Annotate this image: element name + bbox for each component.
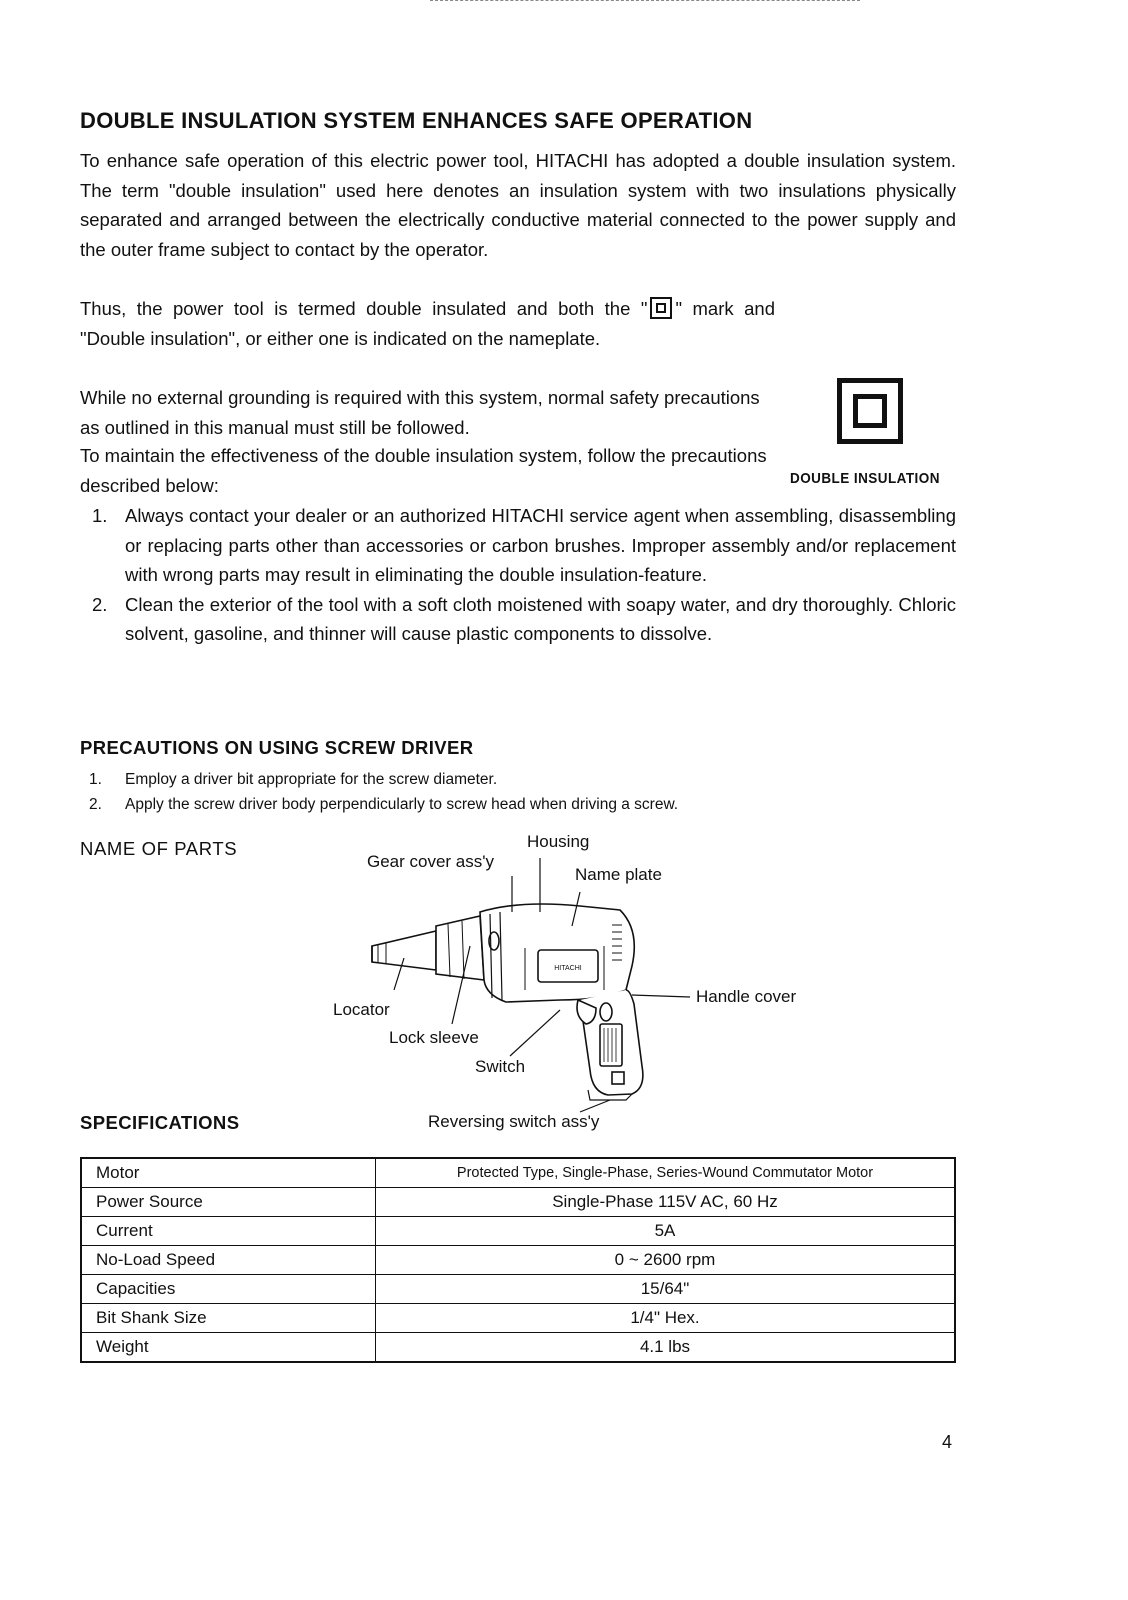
- spec-key: Current: [81, 1217, 376, 1246]
- spec-value: Protected Type, Single-Phase, Series-Wound Commutator Motor: [376, 1158, 956, 1188]
- table-row: [81, 1275, 955, 1304]
- locator-label: Locator: [333, 1000, 390, 1019]
- gear-cover-label: Gear cover ass'y: [367, 852, 495, 871]
- table-row: [81, 1217, 955, 1246]
- spec-value: 15/64": [376, 1275, 956, 1304]
- spec-key: Weight: [81, 1333, 376, 1363]
- spec-value: 1/4" Hex.: [376, 1304, 956, 1333]
- grounding-paragraph: While no external grounding is required with this system, normal safety precautions as outlined in this manual must still be followed.: [80, 387, 760, 438]
- list-item-number: 1.: [92, 505, 108, 526]
- list-item-number: 2.: [89, 796, 102, 813]
- spec-key: Bit Shank Size: [81, 1304, 376, 1333]
- nameplate-text-before: Thus, the power tool is termed double insulated and both the ": [80, 298, 648, 319]
- spec-key: Power Source: [81, 1188, 376, 1217]
- list-item-text: Clean the exterior of the tool with a soft cloth moistened with soapy water, and dry thoroughly. Chloric solvent, gasoline, and thinner will cause plastic components to dissolve.: [125, 593, 956, 644]
- spec-value: Single-Phase 115V AC, 60 Hz: [376, 1188, 956, 1217]
- spec-key: Capacities: [81, 1275, 376, 1304]
- spec-value: 4.1 lbs: [376, 1333, 956, 1363]
- table-row: [81, 1246, 955, 1275]
- spec-key: Motor: [81, 1158, 376, 1188]
- list-item-number: 1.: [89, 771, 102, 788]
- specifications-heading: SPECIFICATIONS: [80, 1112, 240, 1133]
- table-row: [81, 1188, 955, 1217]
- lock-sleeve-label: Lock sleeve: [389, 1028, 479, 1047]
- double-insulation-heading: DOUBLE INSULATION SYSTEM ENHANCES SAFE OPERATION: [80, 108, 753, 133]
- spec-value: 5A: [376, 1217, 956, 1246]
- reversing-switch-label: Reversing switch ass'y: [428, 1112, 600, 1131]
- table-row: [81, 1333, 955, 1363]
- list-item-number: 2.: [92, 593, 108, 615]
- intro-paragraph: To enhance safe operation of this electric power tool, HITACHI has adopted a double insulation system. The term "double insulation" used here denotes an insulation system with two insulations physically separated and arranged between the electrically conductive material connected to the power supply and the outer frame subject to contact by the operator.: [80, 150, 956, 260]
- screw-driver-precautions-heading: PRECAUTIONS ON USING SCREW DRIVER: [80, 737, 474, 758]
- list-item-text: Apply the screw driver body perpendicularly to screw head when driving a screw.: [125, 796, 679, 813]
- name-of-parts-heading: NAME OF PARTS: [80, 838, 238, 859]
- nameplate-text-after: " mark and "Double insulation", or either one is indicated on the nameplate.: [80, 298, 775, 349]
- housing-label: Housing: [527, 832, 590, 851]
- switch-label: Switch: [475, 1057, 526, 1076]
- table-row: [81, 1158, 955, 1188]
- handle-cover-label: Handle cover: [696, 987, 797, 1006]
- page-number: 4: [942, 1432, 953, 1452]
- specifications-table: [80, 1157, 956, 1363]
- nameplate-logo-text: HITACHI: [554, 965, 582, 972]
- double-insulation-symbol-label: DOUBLE INSULATION: [790, 470, 940, 487]
- maintain-paragraph: To maintain the effectiveness of the double insulation system, follow the precautions described below:: [80, 445, 767, 496]
- spec-key: No-Load Speed: [81, 1246, 376, 1275]
- table-row: [81, 1304, 955, 1333]
- list-item-text: Always contact your dealer or an authorized HITACHI service agent when assembling, disassembling or replacing parts other than accessories or carbon brushes. Improper assembly and/or replacement with wrong parts may result in eliminating the double insulation-feature.: [125, 505, 956, 585]
- spec-value: 0 ~ 2600 rpm: [376, 1246, 956, 1275]
- name-plate-label: Name plate: [575, 865, 662, 884]
- list-item-text: Employ a driver bit appropriate for the screw diameter.: [125, 771, 498, 788]
